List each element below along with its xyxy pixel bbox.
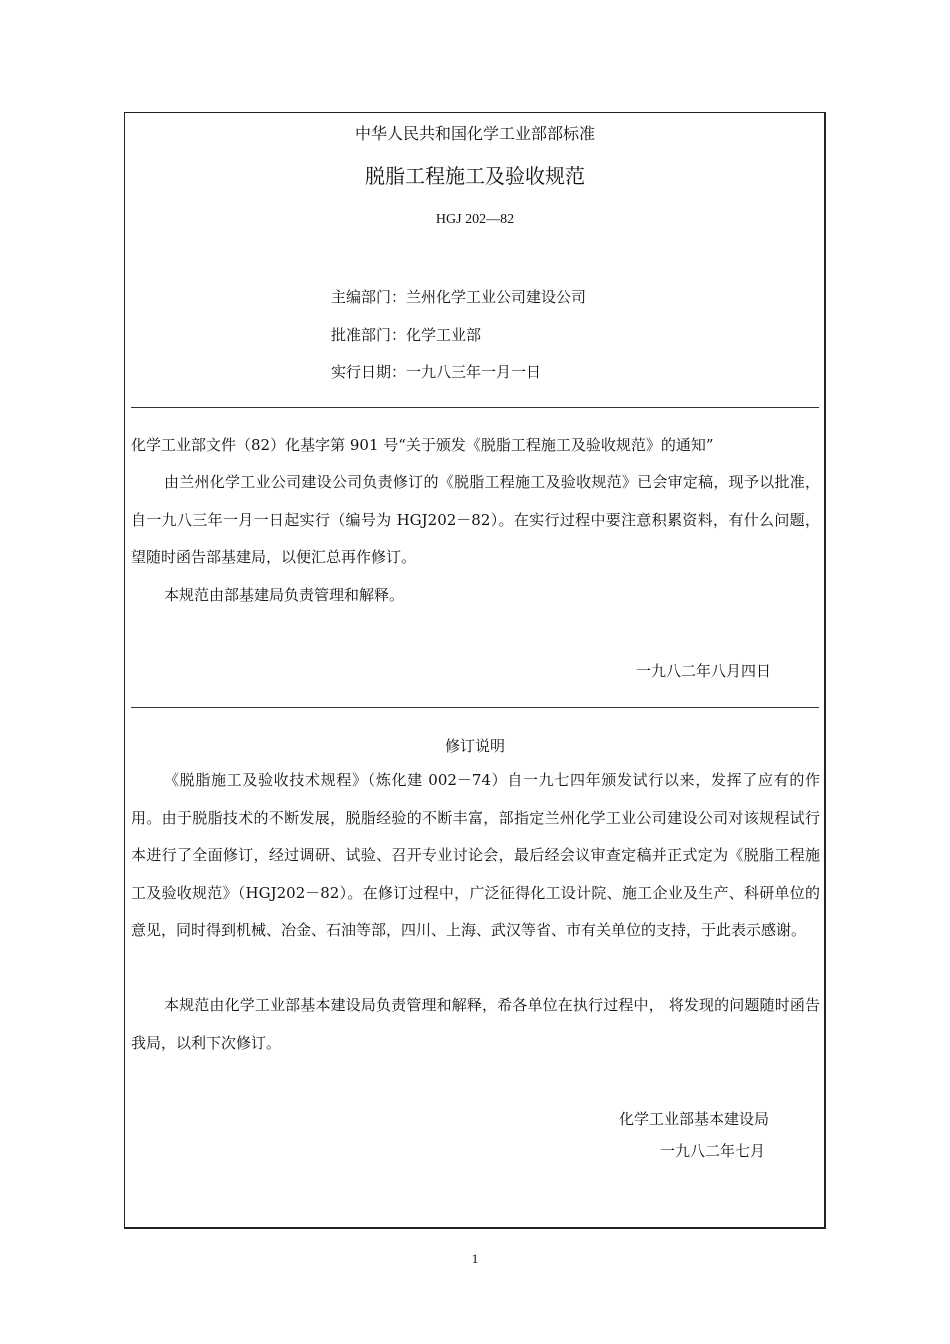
document-title: 脱脂工程施工及验收规范 (365, 164, 585, 188)
standard-code: HGJ 202—82 (435, 212, 515, 227)
revision-date: 一九八二年七月 (660, 1142, 766, 1160)
revision-paragraph: 《脱脂施工及验收技术规程》（炼化建 002－74）自一九七四年颁发试行以来，发挥了应有的作用。由于脱脂技术的不断发展，脱脂经验的不断丰富，部指定兰州化学工业公司建设公司对该规程试行本进行了全面修订，经过调研、试验、召开专业讨论会，最后经会议审查定稿并正式定为《脱脂工程施工及验收规范》（HGJ202－82）。在修订过程中，广泛征得化工设计院、施工企业及生产、科研单位的意见，同时得到机械、冶金、石油等部，四川、上海、武汉等省、市有关单位的支持，于此表示感谢。 (131, 771, 820, 939)
divider (131, 707, 819, 708)
org-title: 中华人民共和国化学工业部部标准 (354, 124, 595, 143)
notice-date: 一九八二年八月四日 (636, 662, 772, 680)
effective-date: 实行日期：一九八三年一月一日 (331, 363, 542, 381)
approver-dept: 批准部门：化学工业部 (331, 326, 482, 344)
notice-paragraph: 由兰州化学工业公司建设公司负责修订的《脱脂工程施工及验收规范》已会审定稿，现予以批准，自一九八三年一月一日起实行（编号为 HGJ202－82）。在实行过程中要注意积累资料，有什么问题，望随时函告部基建局，以便汇总再作修订。 (131, 473, 820, 566)
revision-signer: 化学工业部基本建设局 (619, 1110, 770, 1128)
divider (131, 407, 819, 408)
page-number: 1 (471, 1251, 479, 1266)
notice-paragraph: 本规范由部基建局负责管理和解释。 (164, 586, 405, 604)
editor-dept: 主编部门：兰州化学工业公司建设公司 (331, 288, 587, 306)
revision-paragraph: 本规范由化学工业部基本建设局负责管理和解释，希各单位在执行过程中， 将发现的问题随时函告我局，以利下次修订。 (131, 996, 820, 1052)
revision-title: 修订说明 (444, 737, 505, 755)
notice-heading: 化学工业部文件（82）化基字第 901 号“关于颁发《脱脂工程施工及验收规范》的通知” (131, 436, 714, 454)
